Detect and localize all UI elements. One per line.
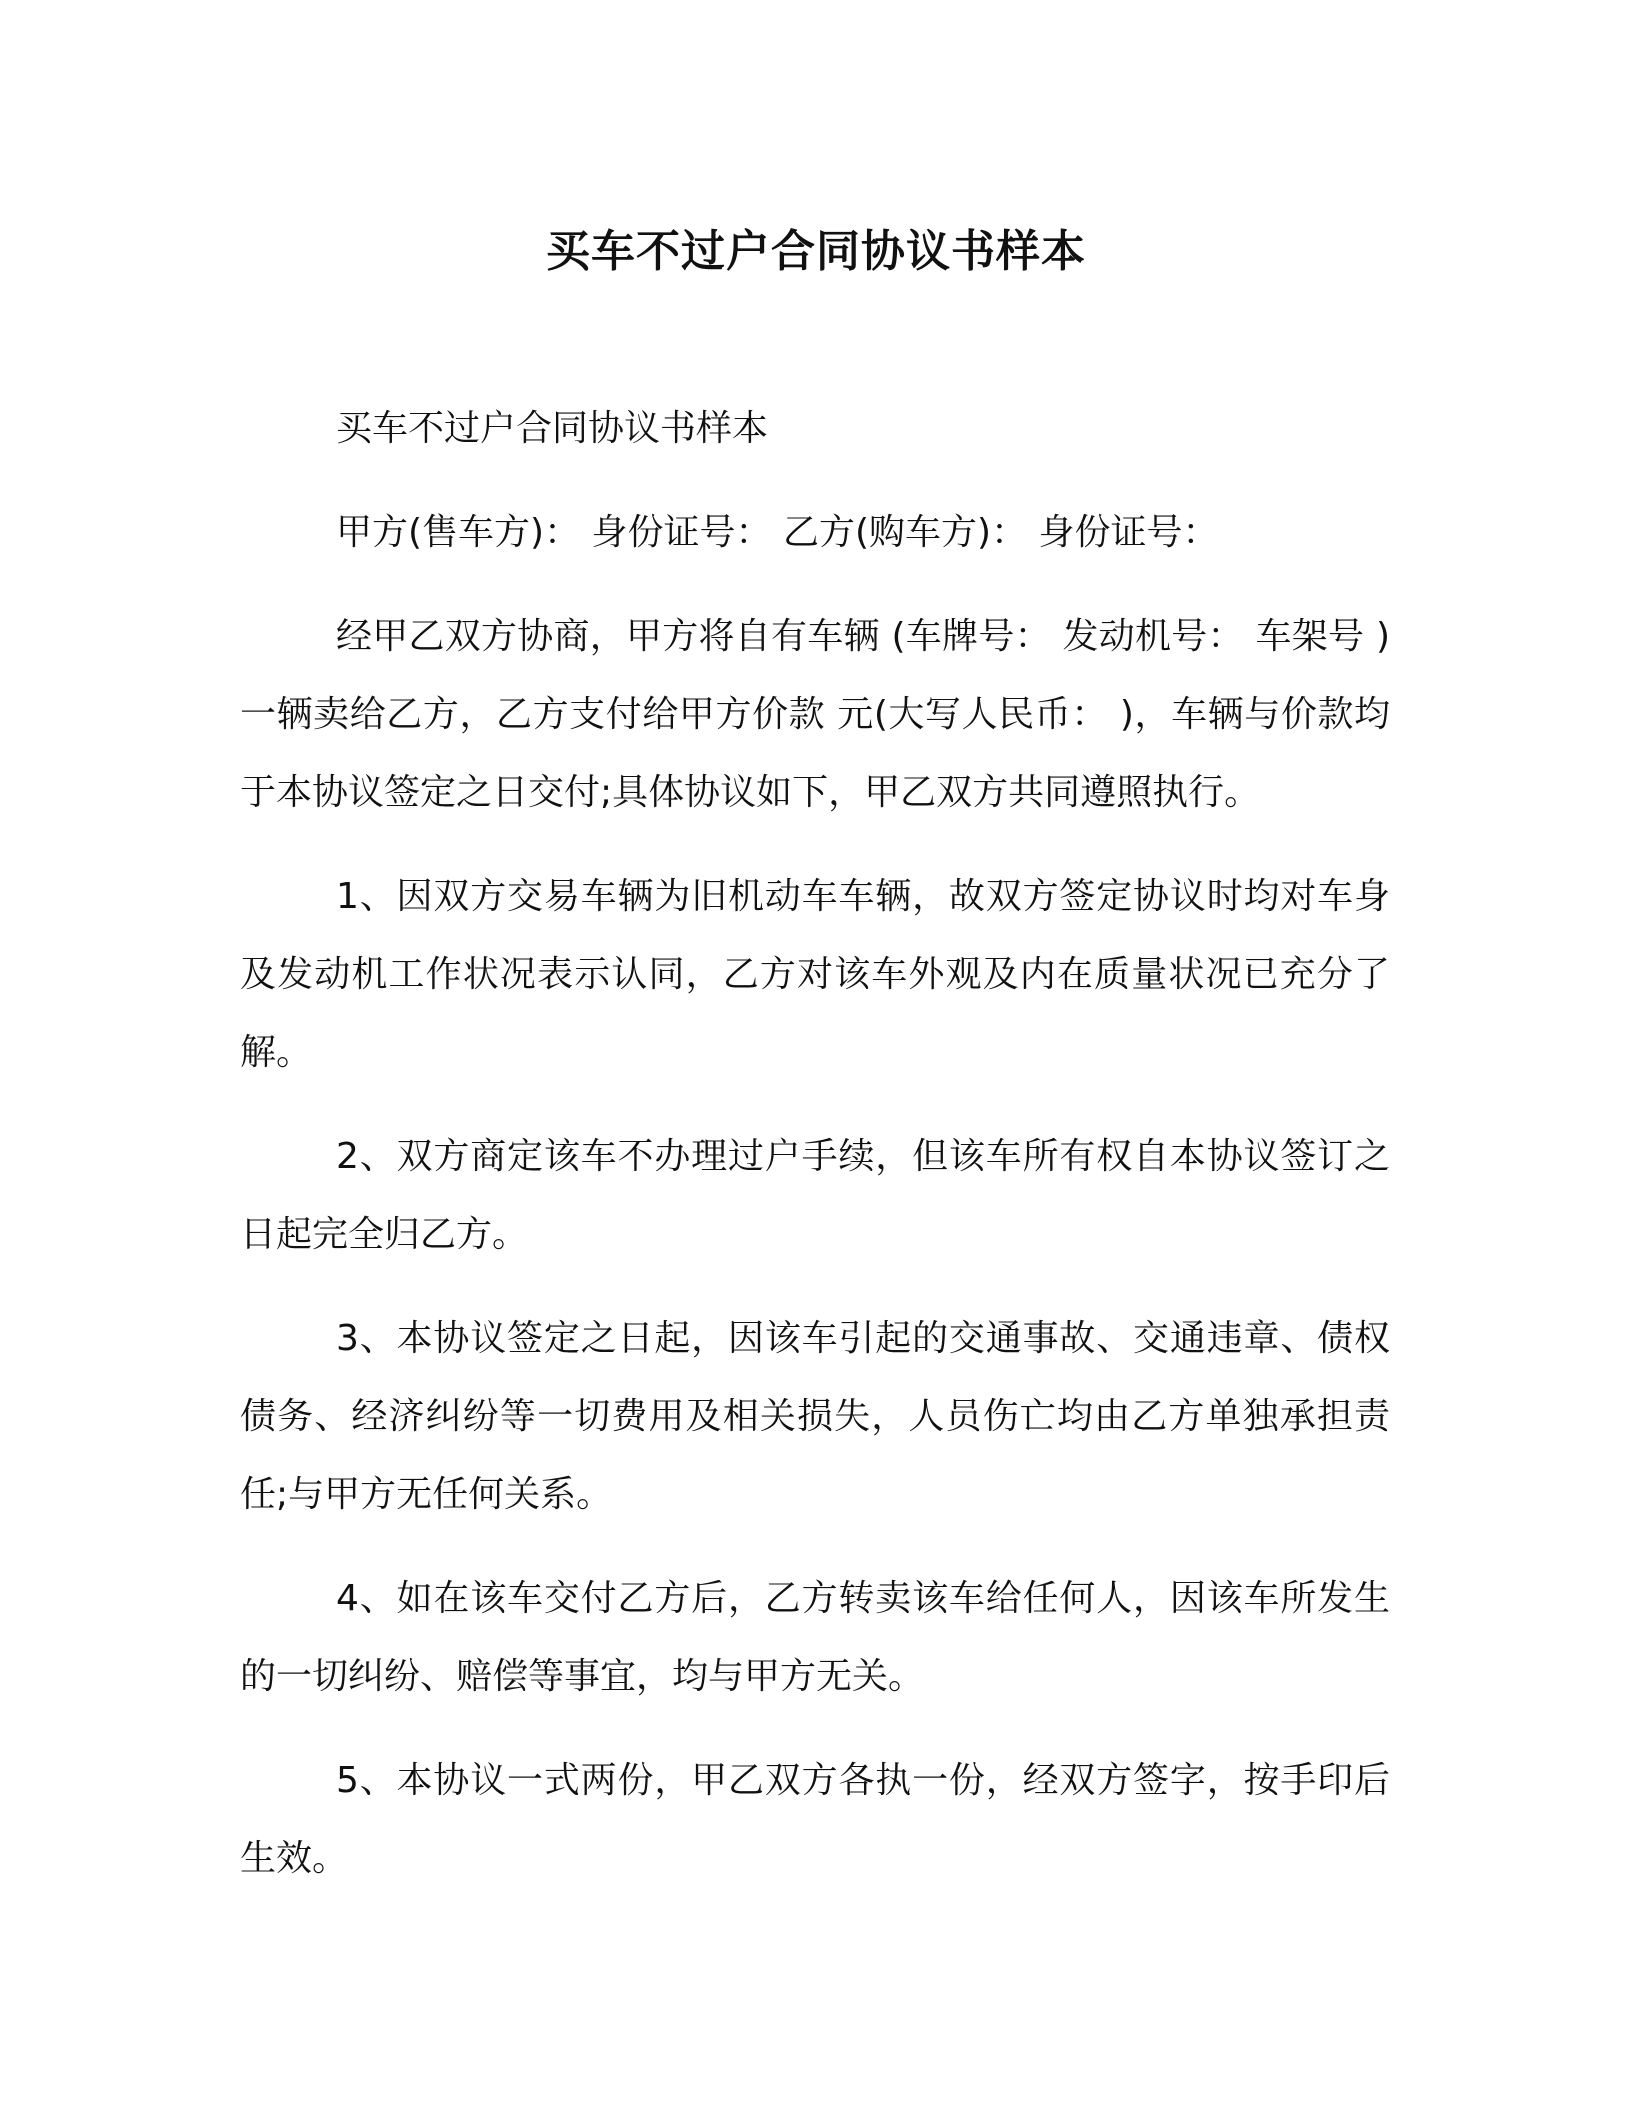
paragraph-clause-1: 1、因双方交易车辆为旧机动车车辆，故双方签定协议时均对车身及发动机工作状况表示认同，乙方对该车外观及内在质量状况已充分了解。 [240,876,1390,1073]
paragraph-clause-4: 4、如在该车交付乙方后，乙方转卖该车给任何人，因该车所发生的一切纠纷、赔偿等事宜，均与甲方无关。 [240,1578,1390,1697]
paragraph-intro: 经甲乙双方协商，甲方将自有车辆 (车牌号： 发动机号： 车架号 ) 一辆卖给乙方，乙方支付给甲方价款 元(大写人民币： )，车辆与价款均于本协议签定之日交付;具体协议如下，甲乙双方共同遵照执行。 [240,616,1390,813]
paragraph-parties: 甲方(售车方)： 身份证号： 乙方(购车方)： 身份证号： [336,512,1219,553]
paragraph-clause-3: 3、本协议签定之日起，因该车引起的交通事故、交通违章、债权债务、经济纠纷等一切费用及相关损失，人员伤亡均由乙方单独承担责任;与甲方无任何关系。 [240,1318,1390,1515]
paragraph-subtitle: 买车不过户合同协议书样本 [336,408,769,449]
paragraph-clause-2: 2、双方商定该车不办理过户手续，但该车所有权自本协议签订之日起完全归乙方。 [240,1136,1390,1255]
paragraph-clause-5: 5、本协议一式两份，甲乙双方各执一份，经双方签字，按手印后生效。 [240,1760,1390,1879]
document-title: 买车不过户合同协议书样本 [546,226,1086,277]
document-body [240,390,1390,1924]
